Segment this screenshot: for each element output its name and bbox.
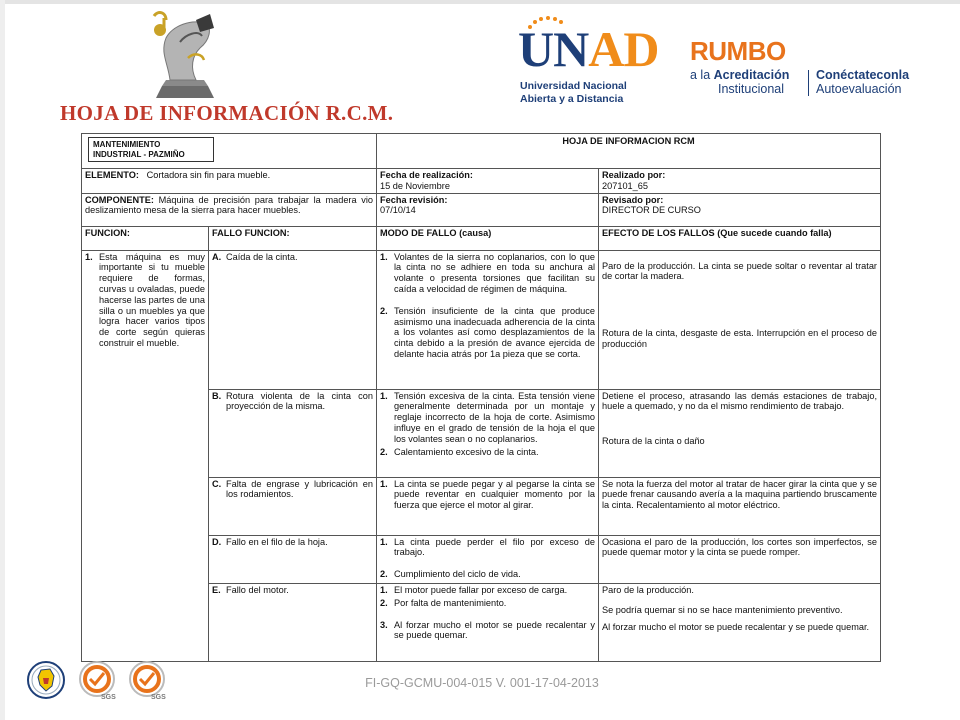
efecto-cell: Paro de la producción. Se podría quemar si no se hace mantenimiento preventivo. Al forzar mucho el motor se puede recalentar y se puede quemar. bbox=[599, 583, 881, 661]
rumbo-cta-1: Conéctateconla bbox=[816, 68, 910, 82]
rumbo-line-2: Institucional bbox=[718, 82, 785, 96]
efecto-cell: Paro de la producción. La cinta se puede soltar o reventar al tratar de cortar la madera. Rotura de la cinta, desgaste de esta. Interrupción en el proceso de producción bbox=[599, 250, 881, 389]
unad-subtitle-1: Universidad Nacional bbox=[520, 80, 627, 92]
music-trophy-icon bbox=[140, 8, 230, 98]
col-efecto: EFECTO DE LOS FALLOS (Que sucede cuando falla) bbox=[599, 226, 881, 250]
modo-cell: 1. Volantes de la sierra no coplanarios, con lo que la cinta no se adhiere en toda su anchura al volante o presenta torsiones que facilitan su caída a velocidad de régimen de máquina. 2. Tensión insuficiente de la cinta que produce asimismo una inadecuada adherencia de la cinta a los volantes así como desplazamientos de la cinta debido a la presión de avance ejercida de delante hacia atrás por 1a pieza que se corta. bbox=[377, 250, 599, 389]
table-row bbox=[82, 250, 881, 389]
sheet-header-row bbox=[82, 134, 881, 169]
sgs-label-2: SGS bbox=[151, 694, 166, 701]
fallo-cell: A. Caída de la cinta. bbox=[209, 250, 377, 389]
page-title: HOJA DE INFORMACIÓN R.C.M. bbox=[60, 101, 394, 125]
unad-logo bbox=[518, 14, 659, 105]
top-bar bbox=[0, 0, 960, 4]
componente-cell: COMPONENTE: Máquina de precisión para trabajar la madera vio deslizamiento mesa de la sierra para hacer muebles. bbox=[82, 193, 377, 226]
fecha-cell: Fecha de realización: 15 de Noviembre bbox=[377, 169, 599, 194]
modo-cell: 1. Tensión excesiva de la cinta. Esta tensión viene generalmente determinada por un montaje y reglaje incorrecto de la hoja de corte. Asimismo influye en el grado de tensión de la hoja el que los volantes sean o no coplanarios. 2. Calentamiento excesivo de la cinta. bbox=[377, 389, 599, 477]
componente-row bbox=[82, 193, 881, 226]
fallo-cell: B. Rotura violenta de la cinta con proyección de la misma. bbox=[209, 389, 377, 477]
modo-cell: 1. El motor puede fallar por exceso de carga. 2. Por falta de mantenimiento. 3. Al forzar mucho el motor se puede recalentar y se puede quemar. bbox=[377, 583, 599, 661]
rumbo-divider bbox=[808, 70, 809, 96]
funcion-cell: 1. Esta máquina es muy importante si tu mueble requiere de formas, curvas u ovaladas, puede hacerse las partes de una silla o un muebles ya que logra hacer varios tipos de corte según quieras construir el mueble. bbox=[82, 250, 209, 661]
unad-wordmark: UNAD bbox=[518, 21, 659, 77]
maintenance-cell bbox=[82, 134, 377, 169]
efecto-cell: Se nota la fuerza del motor al tratar de hacer girar la cinta que y se puede frenar causando avería a la maquina partiendo bruscamente la cinta. Recalentamiento al motor eléctrico. bbox=[599, 477, 881, 535]
rumbo-line-1: a la Acreditación bbox=[690, 68, 790, 82]
rcm-table bbox=[81, 133, 881, 662]
rumbo-cta-2: Autoevaluación bbox=[816, 82, 902, 96]
modo-cell: 1. La cinta se puede pegar y al pegarse la cinta se puede reventar en cualquier momento por la fuerza que ejerce el motor al girar. bbox=[377, 477, 599, 535]
fallo-cell: E. Fallo del motor. bbox=[209, 583, 377, 661]
efecto-cell: Detiene el proceso, atrasando las demás estaciones de trabajo, huele a quemado, y no da el mismo rendimiento de trabajo. Rotura de la cinta o daño bbox=[599, 389, 881, 477]
revisado-cell: Revisado por: DIRECTOR DE CURSO bbox=[599, 193, 881, 226]
rumbo-acreditacion-logo bbox=[690, 36, 930, 98]
efecto-cell: Ocasiona el paro de la producción, los cortes son imperfectos, se puede quemar motor y la cinta se puede romper. bbox=[599, 535, 881, 583]
revision-cell: Fecha revisión: 07/10/14 bbox=[377, 193, 599, 226]
realizado-cell: Realizado por: 207101_65 bbox=[599, 169, 881, 194]
sheet-title: HOJA DE INFORMACION RCM bbox=[377, 134, 881, 169]
elemento-row bbox=[82, 169, 881, 194]
unad-subtitle-2: Abierta y a Distancia bbox=[520, 93, 624, 105]
elemento-cell: ELEMENTO: Cortadora sin fin para mueble. bbox=[82, 169, 377, 194]
col-fallo: FALLO FUNCION: bbox=[209, 226, 377, 250]
maintenance-box: MANTENIMIENTO INDUSTRIAL - PAZMIÑO bbox=[88, 137, 214, 162]
footer-code: FI-GQ-GCMU-004-015 V. 001-17-04-2013 bbox=[365, 676, 599, 690]
col-funcion: FUNCION: bbox=[82, 226, 209, 250]
modo-cell: 1. La cinta puede perder el filo por exceso de trabajo. 2. Cumplimiento del ciclo de vida. bbox=[377, 535, 599, 583]
column-header-row bbox=[82, 226, 881, 250]
rcm-sheet bbox=[81, 133, 880, 657]
rumbo-wordmark: RUMBO bbox=[690, 36, 786, 66]
fallo-cell: C. Falta de engrase y lubricación en los rodamientos. bbox=[209, 477, 377, 535]
left-strip bbox=[0, 0, 5, 720]
sgs-label-1: SGS bbox=[101, 694, 116, 701]
fallo-cell: D. Fallo en el filo de la hoja. bbox=[209, 535, 377, 583]
col-modo: MODO DE FALLO (causa) bbox=[377, 226, 599, 250]
